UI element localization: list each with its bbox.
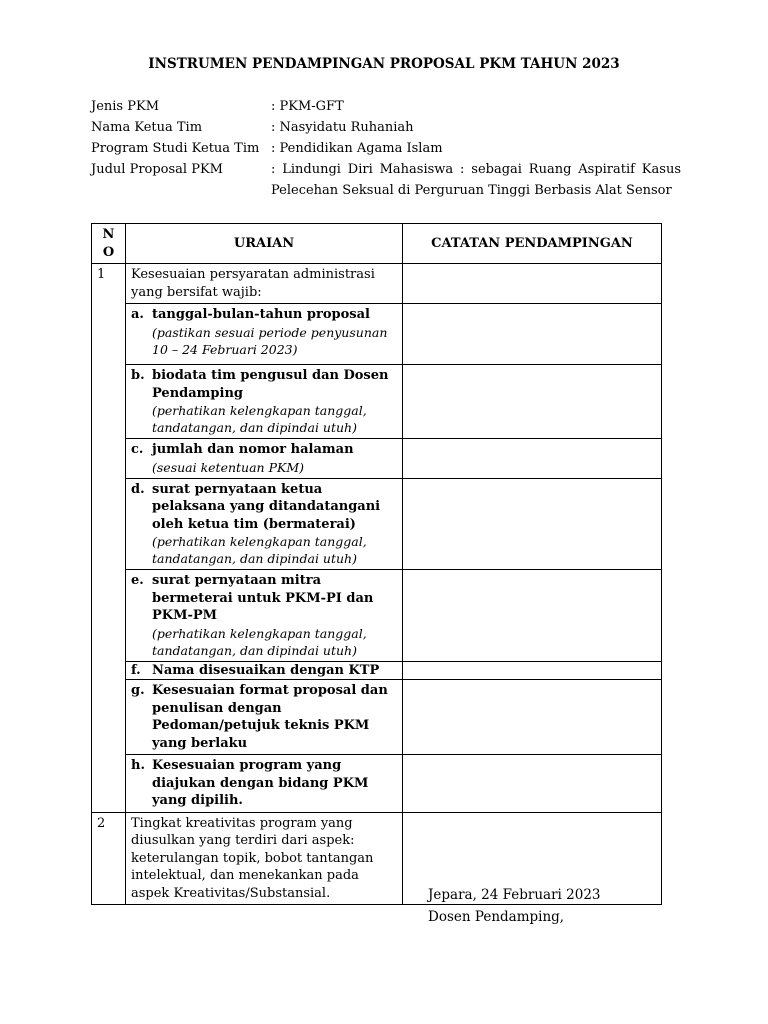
catatan-cell[interactable] <box>403 478 662 570</box>
item-note: (sesuai ketentuan PKM) <box>152 459 304 475</box>
catatan-cell[interactable] <box>403 680 662 755</box>
item-text: Kesesuaian format proposal dan penulisan dengan Pedoman/petujuk teknis PKM yang berlaku <box>152 683 388 751</box>
item-note: (pastikan sesuai periode penyusunan 10 – 24 Februari 2023) <box>152 324 388 357</box>
item-cell <box>126 680 403 755</box>
catatan-cell[interactable] <box>403 365 662 439</box>
header-no-line1: N <box>102 227 115 242</box>
table-row <box>92 264 662 304</box>
item-cell <box>126 365 403 439</box>
signature-role: Dosen Pendamping, <box>428 909 565 925</box>
info-value: : PKM-GFT <box>271 99 344 114</box>
info-value: : Nasyidatu Ruhaniah <box>271 120 414 135</box>
item-note: (perhatikan kelengkapan tanggal, tandatangan, dan dipindai utuh) <box>152 625 367 658</box>
info-label: Judul Proposal PKM <box>91 162 223 177</box>
item-letter: b. <box>131 368 145 383</box>
item-text: jumlah dan nomor halaman <box>152 442 354 457</box>
catatan-cell[interactable] <box>403 661 662 680</box>
section-intro: Kesesuaian persyaratan administrasi yang bersifat wajib: <box>126 264 403 304</box>
section-text: Tingkat kreativitas program yang diusulkan yang terdiri dari aspek: keterulangan topik, bobot tantangan intelektual, dan menekankan pada aspek Kreativitas/Substansial. <box>126 812 403 905</box>
header-no-line2: O <box>102 244 115 260</box>
item-letter: c. <box>131 442 144 457</box>
item-text: surat pernyataan ketua pelaksana yang ditandatangani oleh ketua tim (bermaterai) <box>152 481 381 532</box>
row-number: 2 <box>92 812 126 905</box>
catatan-cell[interactable] <box>403 570 662 662</box>
table-row <box>92 680 662 755</box>
item-cell <box>126 478 403 570</box>
catatan-cell[interactable] <box>403 304 662 365</box>
row-number: 1 <box>92 264 126 813</box>
catatan-cell[interactable] <box>403 439 662 479</box>
info-row-judul <box>91 159 681 201</box>
info-value: : Lindungi Diri Mahasiswa : sebagai Ruang Aspiratif Kasus Pelecehan Seksual di Perguruan Tinggi Berbasis Alat Sensor <box>271 162 681 198</box>
item-letter: h. <box>131 758 145 773</box>
item-letter: a. <box>131 307 144 322</box>
table-row <box>92 478 662 570</box>
catatan-cell[interactable] <box>403 755 662 813</box>
item-letter: e. <box>131 573 144 588</box>
item-cell <box>126 439 403 479</box>
header-no <box>92 224 126 264</box>
info-label: Jenis PKM <box>91 99 160 114</box>
table-row <box>92 755 662 813</box>
item-text: tanggal-bulan-tahun proposal <box>152 307 370 322</box>
header-uraian: URAIAN <box>126 224 403 264</box>
item-cell <box>126 304 403 365</box>
info-row-jenis <box>91 96 681 117</box>
info-label: Nama Ketua Tim <box>91 120 203 135</box>
document-title: INSTRUMEN PENDAMPINGAN PROPOSAL PKM TAHUN 2023 <box>148 56 620 72</box>
info-label: Program Studi Ketua Tim <box>91 141 260 156</box>
table-row <box>92 304 662 365</box>
item-text: Nama disesuaikan dengan KTP <box>152 662 380 678</box>
signature-place-date: Jepara, 24 Februari 2023 <box>428 887 601 903</box>
info-row-ketua <box>91 117 681 138</box>
item-text: Kesesuaian program yang diajukan dengan bidang PKM yang dipilih. <box>152 758 369 808</box>
table-row <box>92 570 662 662</box>
item-note: (perhatikan kelengkapan tanggal, tandatangan, dan dipindai utuh) <box>152 534 367 566</box>
item-cell <box>126 755 403 813</box>
item-text: biodata tim pengusul dan Dosen Pendamping <box>152 368 389 401</box>
evaluation-table <box>91 223 662 905</box>
item-note: (perhatikan kelengkapan tanggal, tandatangan, dan dipindai utuh) <box>152 403 367 435</box>
catatan-cell[interactable] <box>403 264 662 304</box>
item-text: surat pernyataan mitra bermeterai untuk PKM-PI dan PKM-PM <box>152 573 374 623</box>
item-letter: d. <box>131 481 145 497</box>
item-letter: g. <box>131 683 145 698</box>
signature-block <box>428 884 601 928</box>
item-cell <box>126 570 403 662</box>
item-cell <box>126 661 403 680</box>
table-row <box>92 439 662 479</box>
item-letter: f. <box>131 662 141 678</box>
table-row <box>92 661 662 680</box>
info-value: : Pendidikan Agama Islam <box>271 141 443 156</box>
table-header-row <box>92 224 662 264</box>
proposal-info <box>91 96 681 201</box>
header-catatan: CATATAN PENDAMPINGAN <box>403 224 662 264</box>
table-row <box>92 365 662 439</box>
info-row-prodi <box>91 138 681 159</box>
